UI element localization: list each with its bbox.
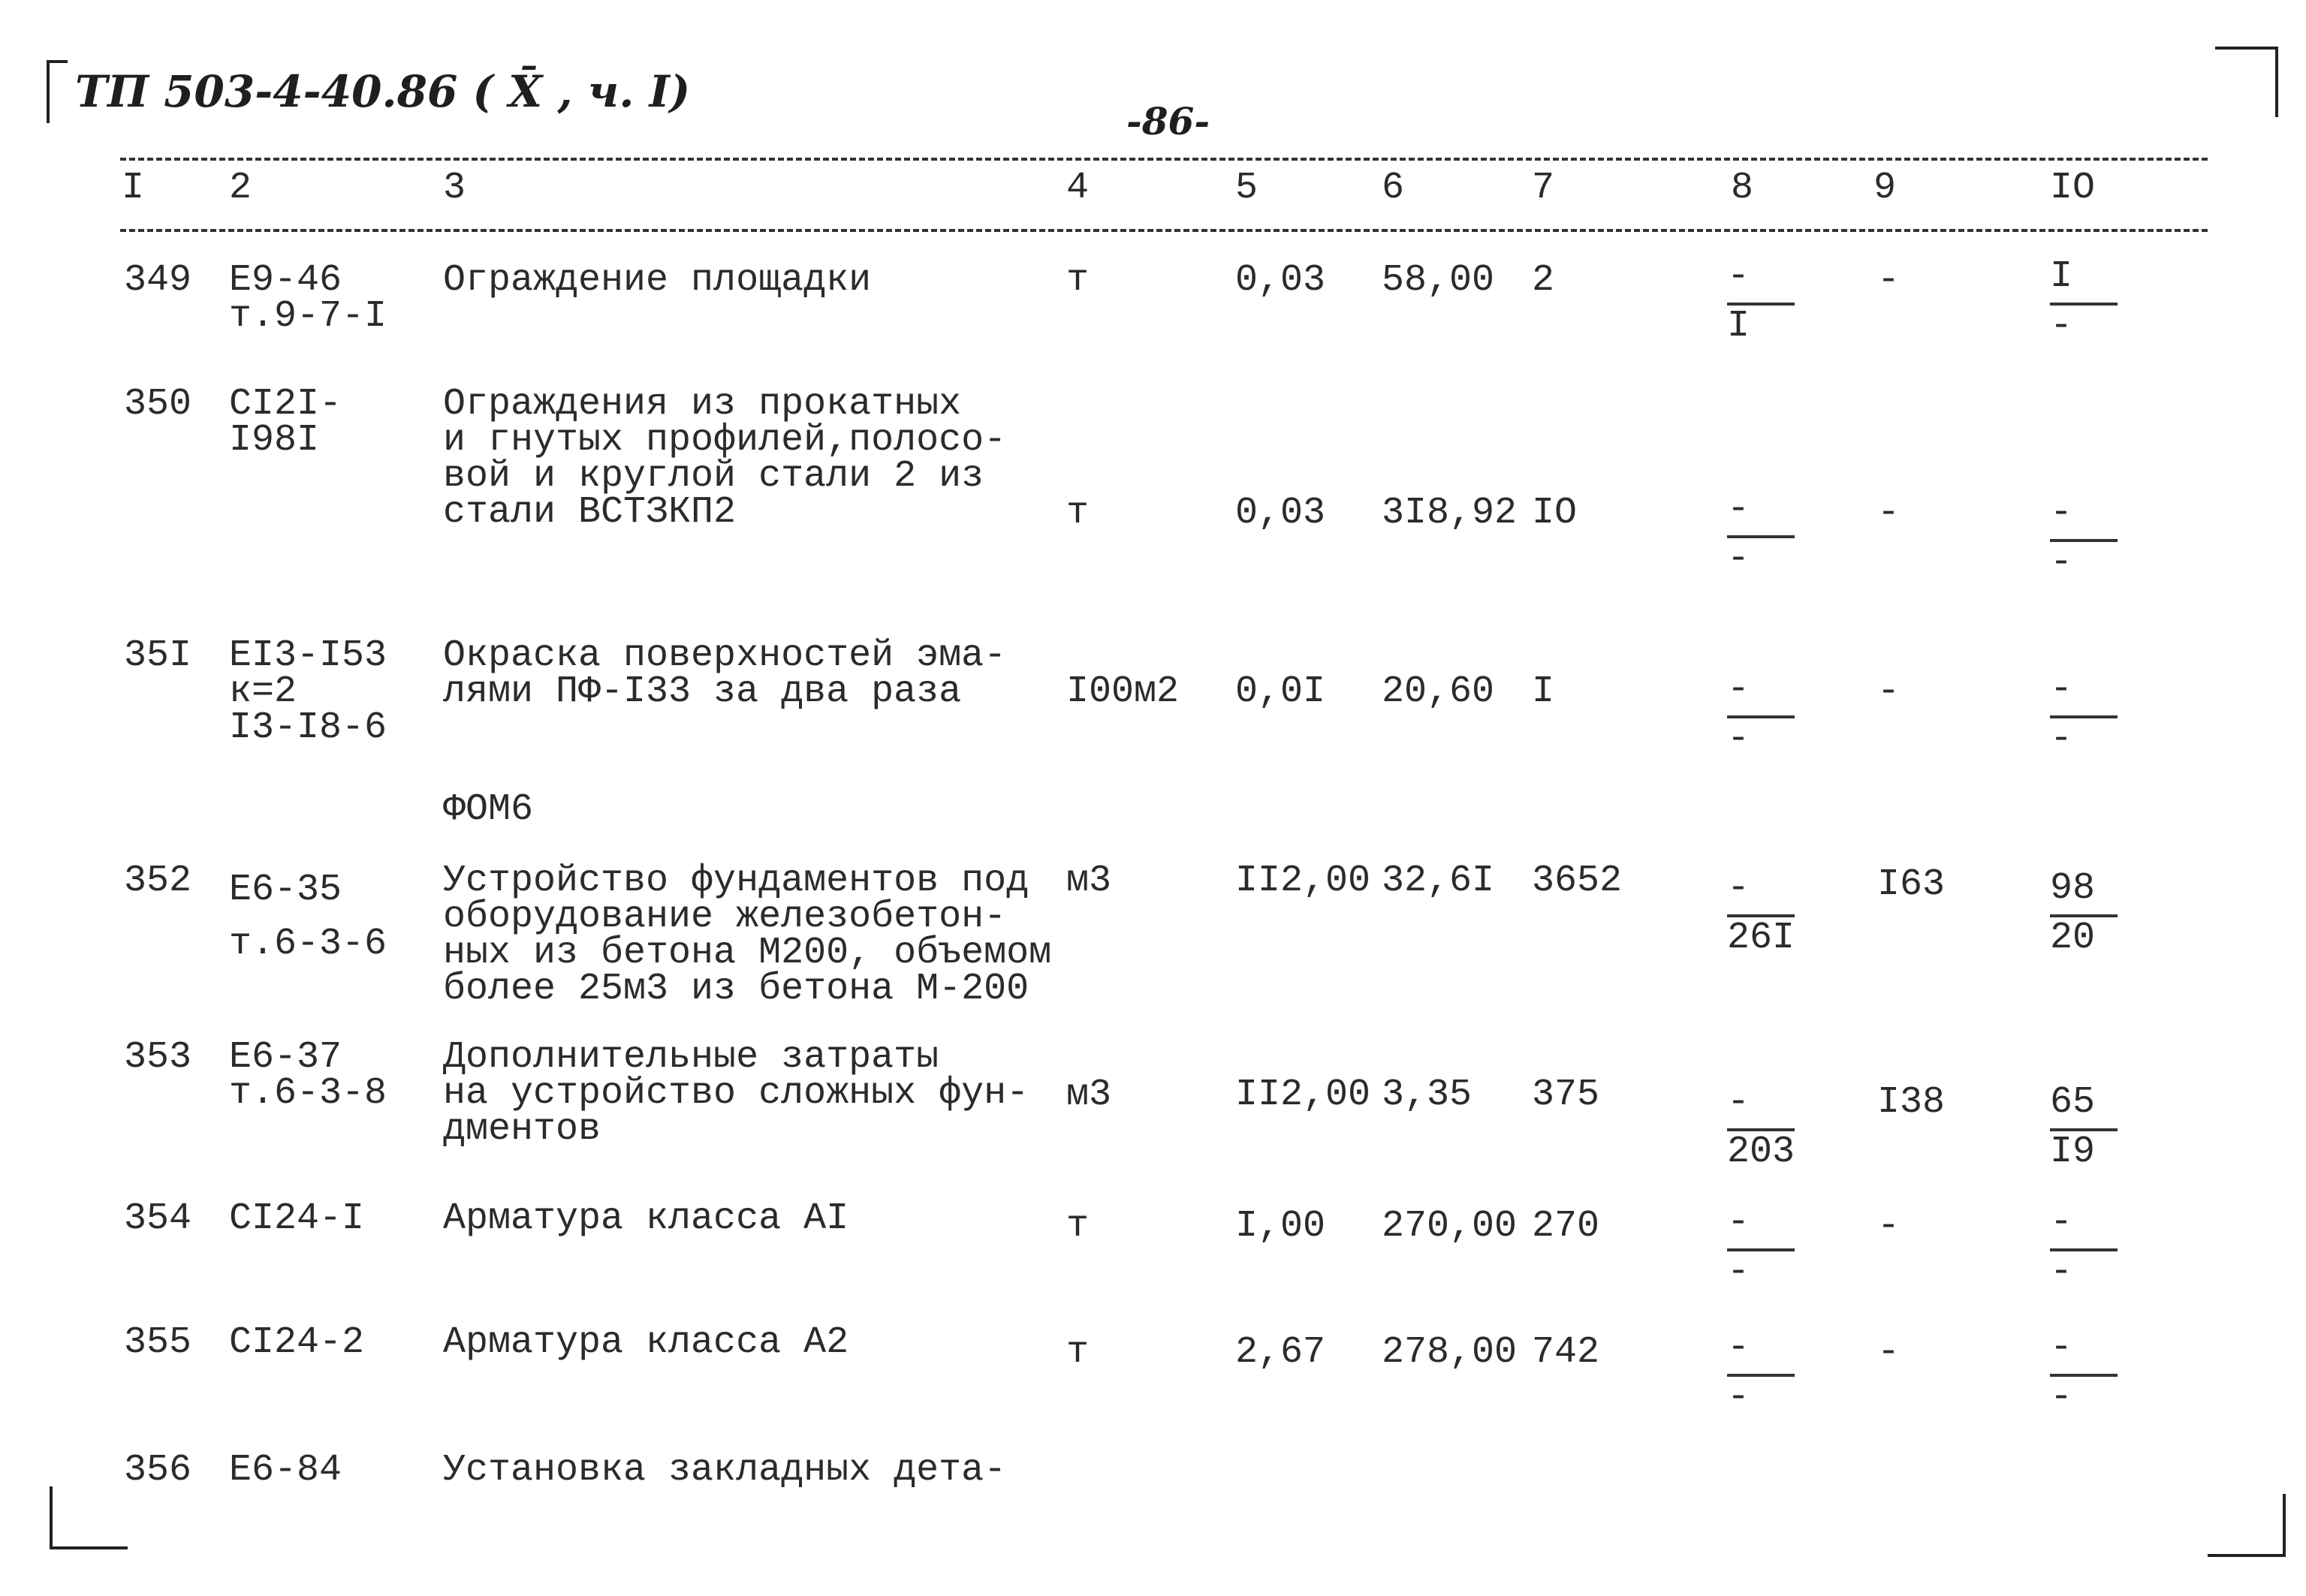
column-header-5: 5 — [1235, 167, 1259, 209]
fraction-denominator: 26I — [1727, 917, 1795, 959]
row-350-number: 350 — [124, 383, 192, 426]
column-header-1: I — [122, 167, 145, 209]
header-top-rule — [120, 158, 2208, 161]
row-354-description: Арматура класса АI — [443, 1197, 849, 1240]
row-351-unit: I00м2 — [1066, 670, 1180, 713]
fraction-numerator: 65 — [2050, 1081, 2096, 1124]
fraction-numerator: - — [2050, 492, 2073, 535]
row-349-col9: - — [1877, 259, 1901, 302]
row-352-col9: I63 — [1877, 863, 1946, 906]
row-355-col9: - — [1877, 1331, 1901, 1374]
row-351-col9: - — [1877, 670, 1901, 713]
row-354-unit: т — [1066, 1205, 1090, 1248]
fraction-denominator: 20 — [2050, 917, 2096, 959]
column-header-2: 2 — [229, 167, 252, 209]
corner-mark-bottom-left — [50, 1486, 128, 1549]
row-354-col9: - — [1877, 1205, 1901, 1248]
fraction-numerator: - — [1727, 867, 1750, 910]
row-350-quantity: 0,03 — [1235, 492, 1326, 535]
row-349-code: Е9-46 т.9-7-I — [229, 259, 387, 338]
row-355-total: 742 — [1532, 1331, 1600, 1374]
row-356-description: Установка закладных дета- — [443, 1449, 1007, 1492]
row-350-col9: - — [1877, 492, 1901, 535]
row-353-total: 375 — [1532, 1074, 1600, 1116]
row-351-number: 35I — [124, 634, 192, 677]
row-353-quantity: II2,00 — [1235, 1074, 1371, 1116]
column-header-9: 9 — [1873, 167, 1897, 209]
row-350-unit-price: 3I8,92 — [1382, 492, 1518, 535]
fraction-denominator: - — [2050, 1251, 2073, 1293]
row-349-unit: т — [1066, 259, 1090, 302]
fraction-denominator: I — [1727, 305, 1750, 348]
fraction-denominator: - — [1727, 1251, 1750, 1293]
row-351-quantity: 0,0I — [1235, 670, 1326, 713]
fraction-denominator: - — [2050, 541, 2073, 584]
row-352-code: Е6-35 т.6-3-6 — [229, 869, 387, 965]
row-351-total: I — [1532, 670, 1555, 713]
fraction-numerator: - — [1727, 1326, 1750, 1369]
row-349-unit-price: 58,00 — [1382, 259, 1495, 302]
column-header-7: 7 — [1532, 167, 1555, 209]
row-353-number: 353 — [124, 1036, 192, 1079]
row-353-unit: м3 — [1066, 1074, 1112, 1116]
row-352-quantity: II2,00 — [1235, 860, 1371, 902]
row-354-unit-price: 270,00 — [1382, 1205, 1518, 1248]
row-350-unit: т — [1066, 492, 1090, 535]
row-352-number: 352 — [124, 860, 192, 902]
row-352-description: Устройство фундаментов под оборудование железобетон- ных из бетона М200, объемом более 25м3 из бетона М-200 — [443, 860, 1052, 1010]
corner-mark-top-right — [2215, 47, 2278, 117]
fraction-numerator: - — [2050, 1201, 2073, 1244]
fraction-denominator: - — [2050, 718, 2073, 760]
row-350-code: СI2I- I98I — [229, 383, 342, 462]
row-349-description: Ограждение площадки — [443, 259, 872, 302]
row-353-description: Дополнительные затраты на устройство сложных фун- дментов — [443, 1036, 1029, 1151]
row-355-code: СI24-2 — [229, 1321, 365, 1364]
fraction-denominator: - — [2050, 305, 2073, 348]
corner-mark-bottom-right — [2208, 1494, 2286, 1557]
row-350-total: IO — [1532, 492, 1578, 535]
row-354-number: 354 — [124, 1197, 192, 1240]
page-number: -86- — [1126, 99, 1210, 143]
row-349-quantity: 0,03 — [1235, 259, 1326, 302]
row-356-number: 356 — [124, 1449, 192, 1492]
document-code-handwritten: ТП 503-4-40.86 ( X̄ , ч. I) — [75, 66, 691, 117]
fraction-denominator: - — [1727, 538, 1750, 580]
column-header-6: 6 — [1382, 167, 1405, 209]
row-352-total: 3652 — [1532, 860, 1623, 902]
fraction-numerator: I — [2050, 255, 2073, 298]
fraction-denominator: 203 — [1727, 1131, 1795, 1173]
row-354-total: 270 — [1532, 1205, 1600, 1248]
row-355-number: 355 — [124, 1321, 192, 1364]
fraction-denominator: - — [2050, 1376, 2073, 1419]
row-355-description: Арматура класса А2 — [443, 1321, 849, 1364]
section-heading: ФОМ6 — [443, 788, 534, 831]
row-354-code: СI24-I — [229, 1197, 365, 1240]
fraction-numerator: - — [1727, 488, 1750, 531]
row-349-total: 2 — [1532, 259, 1555, 302]
fraction-numerator: - — [1727, 1081, 1750, 1124]
row-352-unit-price: 32,6I — [1382, 860, 1495, 902]
row-355-unit-price: 278,00 — [1382, 1331, 1518, 1374]
row-354-quantity: I,00 — [1235, 1205, 1326, 1248]
row-351-description: Окраска поверхностей эма- лями ПФ-I33 за два раза — [443, 634, 1007, 713]
column-header-10: IO — [2050, 167, 2096, 209]
fraction-numerator: - — [2050, 668, 2073, 711]
fraction-numerator: - — [2050, 1326, 2073, 1369]
corner-mark-top-left — [47, 60, 68, 123]
fraction-numerator: - — [1727, 668, 1750, 711]
fraction-numerator: - — [1727, 255, 1750, 298]
fraction-numerator: - — [1727, 1201, 1750, 1244]
column-header-3: 3 — [443, 167, 466, 209]
row-353-unit-price: 3,35 — [1382, 1074, 1473, 1116]
fraction-denominator: - — [1727, 718, 1750, 760]
row-356-code: Е6-84 — [229, 1449, 342, 1492]
fraction-denominator: I9 — [2050, 1131, 2096, 1173]
fraction-numerator: 98 — [2050, 867, 2096, 910]
row-355-unit: т — [1066, 1331, 1090, 1374]
row-353-code: Е6-37 т.6-3-8 — [229, 1036, 387, 1115]
row-355-quantity: 2,67 — [1235, 1331, 1326, 1374]
row-353-col9: I38 — [1877, 1081, 1946, 1124]
row-349-number: 349 — [124, 259, 192, 302]
fraction-denominator: - — [1727, 1376, 1750, 1419]
column-header-4: 4 — [1066, 167, 1090, 209]
column-header-8: 8 — [1731, 167, 1754, 209]
row-351-unit-price: 20,60 — [1382, 670, 1495, 713]
row-351-code: ЕI3-I53 к=2 I3-I8-6 — [229, 634, 387, 749]
header-bottom-rule — [120, 229, 2208, 232]
row-350-description: Ограждения из прокатных и гнутых профилей,полосо- вой и круглой стали 2 из стали ВСТЗКП2 — [443, 383, 1007, 534]
row-352-unit: м3 — [1066, 860, 1112, 902]
